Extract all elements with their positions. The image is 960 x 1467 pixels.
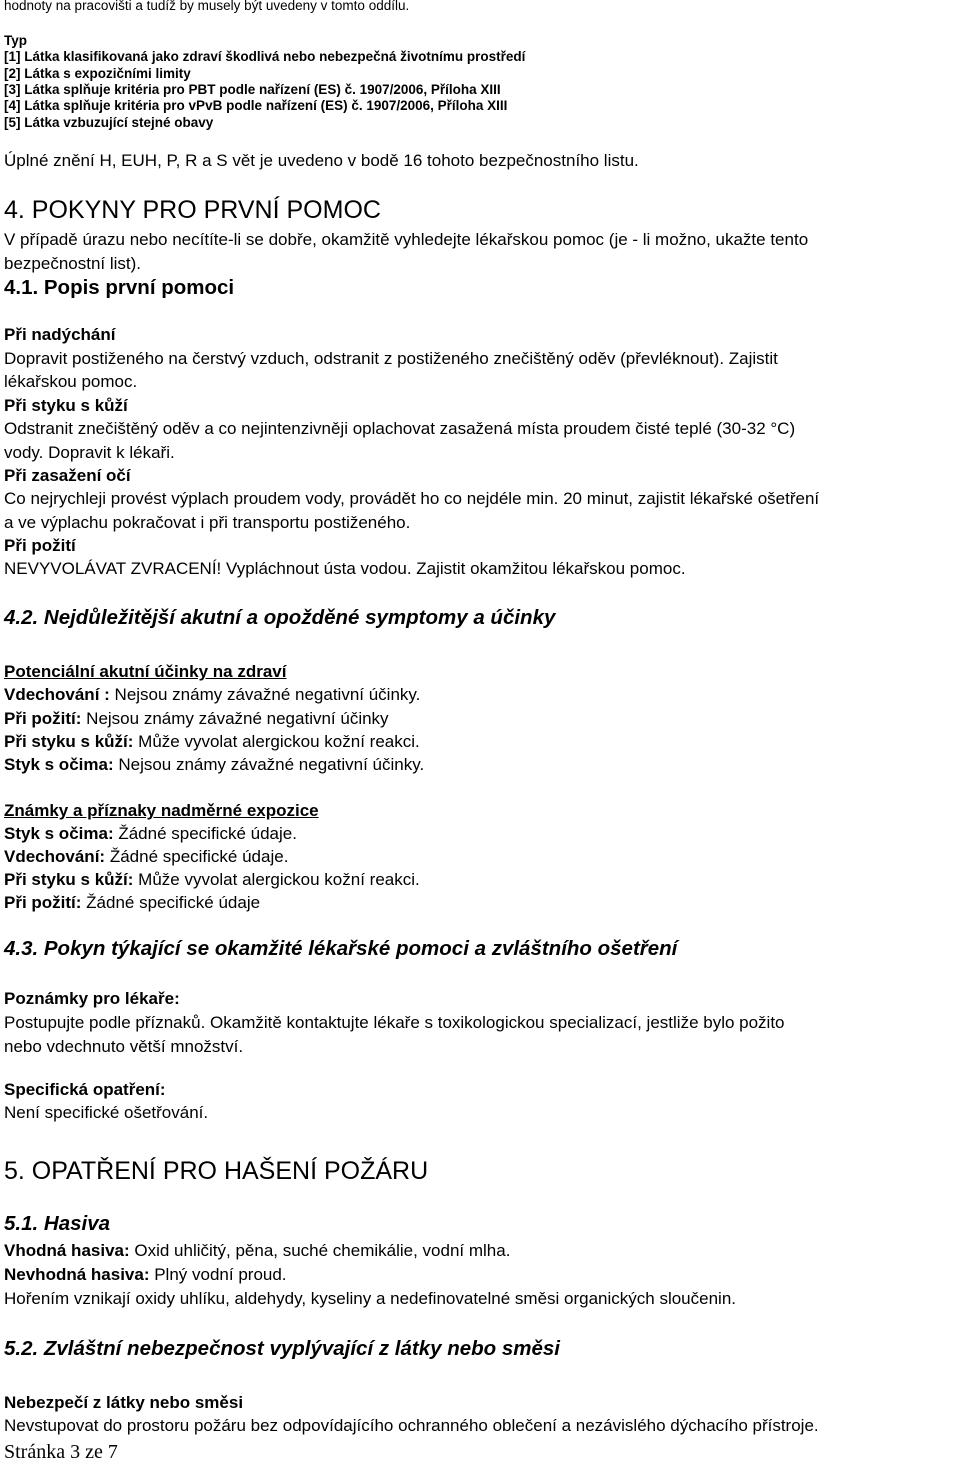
type-legend-item: [4] Látka splňuje kritéria pro vPvB podle nařízení (ES) č. 1907/2006, Příloha XIII (4, 98, 508, 113)
acute-effect-row (4, 732, 420, 752)
doctor-notes-text: nebo vdechnuto větší množství. (4, 1037, 244, 1056)
subsection-5-1-title: 5.1. Hasiva (4, 1212, 110, 1235)
acute-effect-text: Nejsou známy závažné negativní účinky. (109, 685, 421, 704)
acute-effect-text: Nejsou známy závažné negativní účinky (81, 709, 389, 728)
skin-text: Odstranit znečištěný oděv a co nejintenzivněji oplachovat zasažená místa proudem čisté teplé (30-32 °C) (4, 419, 796, 438)
suitable-media-text: Oxid uhličitý, pěna, suché chemikálie, vodní mlha. (129, 1241, 511, 1260)
hazard-label: Nebezpečí z látky nebo směsi (4, 1393, 244, 1412)
overexposure-label: Při požití: (4, 893, 82, 912)
subsection-5-2-title: 5.2. Zvláštní nebezpečnost vyplývající z látky nebo směsi (4, 1337, 561, 1360)
type-legend-item: [2] Látka s expozičními limity (4, 66, 191, 81)
page-footer: Stránka 3 ze 7 (4, 1441, 118, 1463)
overexposure-text: Žádné specifické údaje. (105, 847, 289, 866)
acute-effect-row (4, 709, 389, 729)
acute-effect-row (4, 685, 420, 705)
ingestion-text: NEVYVOLÁVAT ZVRACENÍ! Vypláchnout ústa vodou. Zajistit okamžitou lékařskou pomoc. (4, 559, 686, 578)
acute-effect-label: Při styku s kůží: (4, 732, 134, 751)
overexposure-row (4, 824, 297, 844)
acute-effect-row (4, 755, 424, 775)
acute-effect-label: Vdechování : (4, 685, 110, 704)
specific-measures-text: Není specifické ošetřování. (4, 1103, 209, 1122)
overexposure-label: Vdechování: (4, 847, 106, 866)
overexposure-row (4, 870, 420, 890)
overexposure-text: Žádné specifické údaje (81, 893, 261, 912)
doctor-notes-text: Postupujte podle příznaků. Okamžitě kontaktujte lékaře s toxikologickou specializací, jestliže bylo požito (4, 1013, 785, 1032)
overexposure-row (4, 847, 288, 867)
doctor-notes-label: Poznámky pro lékaře: (4, 989, 180, 1008)
hazard-text: Nevstupovat do prostoru požáru bez odpovídajícího ochranného oblečení a nezávislého dýchacího přístroje. (4, 1416, 819, 1435)
eye-text: a ve výplachu pokračovat i při transportu postiženého. (4, 513, 411, 532)
combustion-products-text: Hořením vznikají oxidy uhlíku, aldehydy, kyseliny a nedefinovatelné směsi organických sloučenin. (4, 1289, 737, 1308)
subsection-4-1-title: 4.1. Popis první pomoci (4, 276, 235, 299)
overexposure-label: Styk s očima: (4, 824, 114, 843)
suitable-media-row (4, 1241, 510, 1261)
inhalation-label: Při nadýchání (4, 325, 116, 344)
subsection-4-3-title: 4.3. Pokyn týkající se okamžité lékařské pomoci a zvláštního ošetření (4, 937, 678, 960)
overexposure-text: Žádné specifické údaje. (113, 824, 297, 843)
type-legend-item: [3] Látka splňuje kritéria pro PBT podle nařízení (ES) č. 1907/2006, Příloha XIII (4, 82, 501, 97)
acute-effect-label: Styk s očima: (4, 755, 114, 774)
section-4-intro: V případě úrazu nebo necítíte-li se dobře, okamžitě vyhledejte lékařskou pomoc (je - li možno, ukažte tento (4, 230, 809, 249)
section-4-title: 4. POKYNY PRO PRVNÍ POMOC (4, 196, 381, 224)
overexposure-row (4, 893, 260, 913)
skin-text: vody. Dopravit k lékaři. (4, 443, 175, 462)
specific-measures-label: Specifická opatření: (4, 1080, 166, 1099)
unsuitable-media-label: Nevhodná hasiva: (4, 1265, 150, 1284)
type-legend-item: [5] Látka vzbuzující stejné obavy (4, 115, 214, 130)
unsuitable-media-row (4, 1265, 287, 1285)
ingestion-label: Při požití (4, 536, 76, 555)
unsuitable-media-text: Plný vodní proud. (149, 1265, 287, 1284)
intro-line: hodnoty na pracovišti a tudíž by musely být uvedeny v tomto oddílu. (4, 0, 410, 13)
overexposure-heading: Známky a příznaky nadměrné expozice (4, 801, 319, 820)
skin-label: Při styku s kůží (4, 396, 128, 415)
section-5-title: 5. OPATŘENÍ PRO HAŠENÍ POŽÁRU (4, 1157, 429, 1185)
overexposure-label: Při styku s kůží: (4, 870, 134, 889)
inhalation-text: lékařskou pomoc. (4, 372, 138, 391)
suitable-media-label: Vhodná hasiva: (4, 1241, 130, 1260)
section-4-intro: bezpečnostní list). (4, 254, 142, 273)
eye-label: Při zasažení očí (4, 466, 131, 485)
full-text-note: Úplné znění H, EUH, P, R a S vět je uvedeno v bodě 16 tohoto bezpečnostního listu. (4, 151, 639, 170)
overexposure-text: Může vyvolat alergickou kožní reakci. (133, 870, 420, 889)
subsection-4-2-title: 4.2. Nejdůležitější akutní a opožděné symptomy a účinky (4, 606, 556, 629)
type-legend-heading: Typ (4, 33, 27, 48)
eye-text: Co nejrychleji provést výplach proudem vody, provádět ho co nejdéle min. 20 minut, zajistit lékařské ošetření (4, 489, 820, 508)
type-legend-item: [1] Látka klasifikovaná jako zdraví škodlivá nebo nebezpečná životnímu prostředí (4, 49, 526, 64)
acute-effect-text: Nejsou známy závažné negativní účinky. (113, 755, 425, 774)
acute-effects-heading: Potenciální akutní účinky na zdraví (4, 662, 287, 681)
acute-effect-label: Při požití: (4, 709, 82, 728)
acute-effect-text: Může vyvolat alergickou kožní reakci. (133, 732, 420, 751)
inhalation-text: Dopravit postiženého na čerstvý vzduch, odstranit z postiženého znečištěný oděv (převléknout). Zajistit (4, 349, 778, 368)
